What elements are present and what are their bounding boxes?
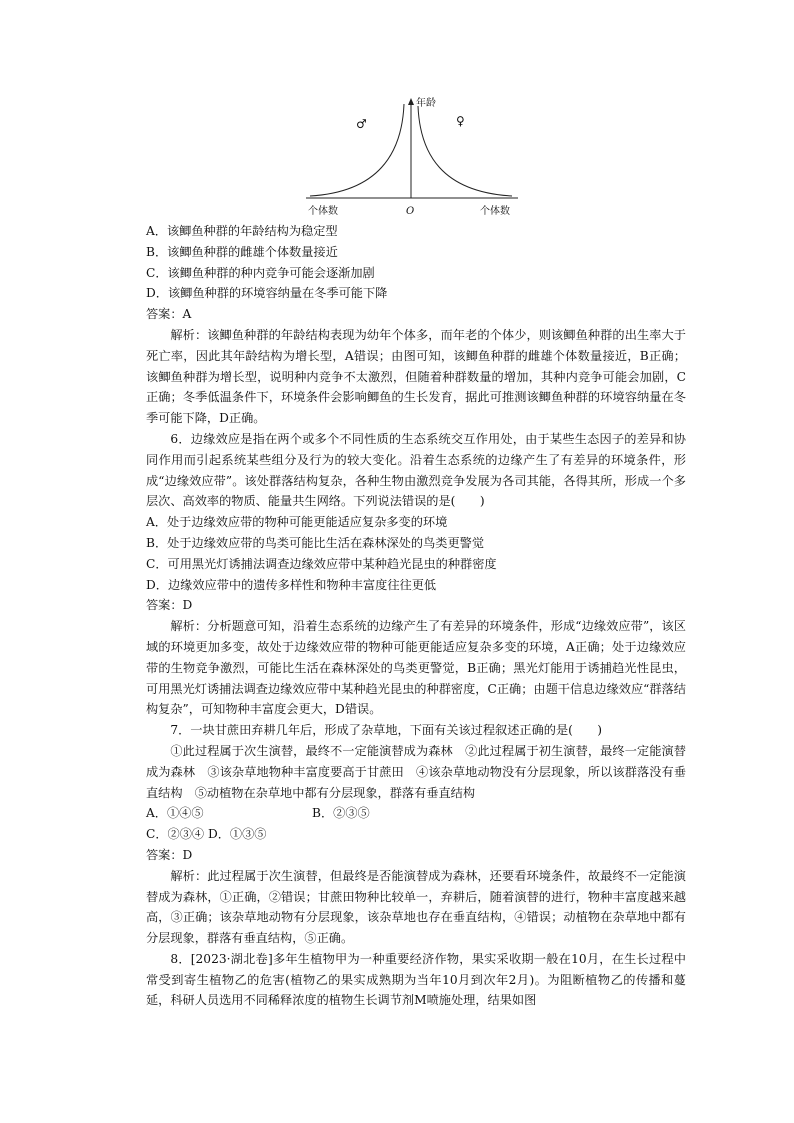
q7-stem: 7．一块甘蔗田弃耕几年后，形成了杂草地，下面有关该过程叙述正确的是( ) <box>170 723 603 738</box>
q7-analysis: 解析：此过程属于次生演替，但最终是否能演替成为森林，还要看环境条件，故最终不一定能演替成为森林，①正确，②错误；甘蔗田物种比较单一，弃耕后，随着演替的进行，物种丰富度越来越高，③正确；该杂草地动物有分层现象，该杂草地也存在垂直结构，④错误；动植物在杂草地中都有分层现象，群落有垂直结构，⑤正确。 <box>146 868 686 946</box>
q6-option-b: B．处于边缘效应带的鸟类可能比生活在森林深处的鸟类更警觉 <box>146 535 485 550</box>
origin-label: O <box>406 206 415 217</box>
q7-statements: ①此过程属于次生演替，最终不一定能演替成为森林 ②此过程属于初生演替，最终一定能演替成为森林 ③该杂草地物种丰富度要高于甘蔗田 ④该杂草地动物没有分层现象，所以该群落没有垂直结构 ⑤动植物在杂草地中都有分层现象，群落有垂直结构 <box>146 743 686 800</box>
q6-option-a: A．处于边缘效应带的物种可能更能适应复杂多变的环境 <box>146 515 448 530</box>
q7-answer: 答案：D <box>146 847 193 862</box>
age-pyramid-chart <box>300 92 525 220</box>
y-axis-arrow <box>408 98 414 105</box>
q5-option-c: C．该鲫鱼种群的种内竞争可能会逐渐加剧 <box>146 265 375 280</box>
x-left-label: 个体数 <box>308 206 338 217</box>
q7-options-row-1 <box>146 803 686 824</box>
q5-answer: 答案：A <box>146 307 192 322</box>
q7-option-cd: C．②③④ D．①③⑤ <box>146 827 267 842</box>
female-curve <box>418 106 512 196</box>
q6-analysis: 解析：分析题意可知，沿着生态系统的边缘产生了有差异的环境条件，形成“边缘效应带”，该区域的环境更加多变，故处于边缘效应带的物种可能更能适应复杂多变的环境，A正确；处于边缘效应带的生物竞争激烈，可能比生活在森林深处的鸟类更警觉，B正确；黑光灯能用于诱捕趋光性昆虫，可用黑光灯诱捕法调查边缘效应带中某种趋光昆虫的种群密度，C正确；由题干信息边缘效应“群落结构复杂”，可知物种丰富度会更大，D错误。 <box>146 619 686 717</box>
q7-option-a: A．①④⑤ <box>146 806 204 821</box>
male-symbol: ♂ <box>356 117 367 131</box>
female-symbol: ♀ <box>456 114 465 128</box>
q5-option-b: B．该鲫鱼种群的雌雄个体数量接近 <box>146 244 338 259</box>
q6-stem: 6．边缘效应是指在两个或多个不同性质的生态系统交互作用处，由于某些生态因子的差异和协同作用而引起系统某些组分及行为的较大变化。沿着生态系统的边缘产生了有差异的环境条件，形成“边缘效应带”。该处群落结构复杂，各种生物由激烈竞争发展为各司其能，各得其所，形成一个多层次、高效率的物质、能量共生网络。下列说法错误的是( ) <box>146 431 686 509</box>
x-right-label: 个体数 <box>480 206 510 217</box>
age-structure-figure <box>300 92 525 220</box>
main-content <box>146 221 686 1011</box>
q6-option-c: C．可用黑光灯诱捕法调查边缘效应带中某种趋光昆虫的种群密度 <box>146 556 497 571</box>
q5-option-d: D．该鲫鱼种群的环境容纳量在冬季可能下降 <box>146 286 388 301</box>
q6-answer: 答案：D <box>146 598 193 613</box>
q5-option-a: A．该鲫鱼种群的年龄结构为稳定型 <box>146 224 338 238</box>
q5-analysis: 解析：该鲫鱼种群的年龄结构表现为幼年个体多，而年老的个体少，则该鲫鱼种群的出生率大于死亡率，因此其年龄结构为增长型，A错误；由图可知，该鲫鱼种群的雌雄个体数量接近，B正确；该鲫鱼种群为增长型，说明种内竞争不太激烈，但随着种群数量的增加，其种内竞争可能会加剧，C正确；冬季低温条件下，环境条件会影响鲫鱼的生长发育，据此可推测该鲫鱼种群的环境容纳量在冬季可能下降，D正确。 <box>146 327 686 426</box>
q6-option-d: D．边缘效应带中的遗传多样性和物种丰富度往往更低 <box>146 577 437 592</box>
q8-stem: 8．[2023·湖北卷]多年生植物甲为一种重要经济作物，果实采收期一般在10月，在生长过程中常受到寄生植物乙的危害(植物乙的果实成熟期为当年10月到次年2月)。为阻断植物乙的传播和蔓延，科研人员选用不同稀释浓度的植物生长调节剂M喷施处理，结果如图 <box>146 951 686 1008</box>
y-axis-label: 年龄 <box>416 98 436 109</box>
q7-option-b: B．②③⑤ <box>312 806 370 821</box>
